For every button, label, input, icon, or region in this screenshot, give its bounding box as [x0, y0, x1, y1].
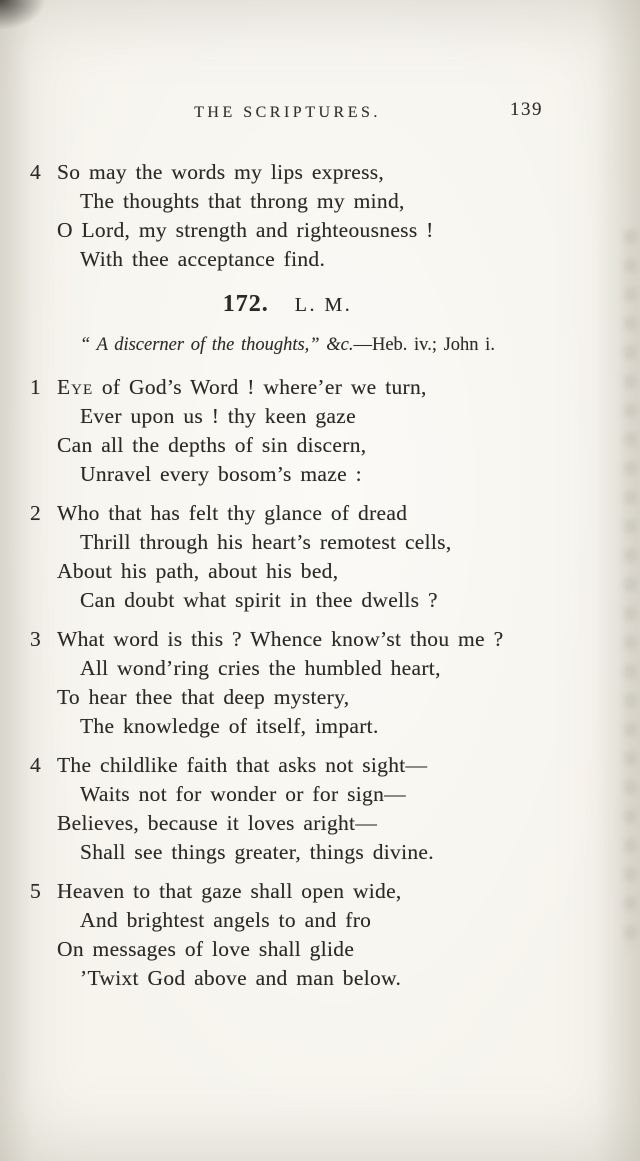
hymn-verse: [30, 751, 545, 867]
page-number: 139: [510, 99, 543, 120]
verse-line: O Lord, my strength and righteousness !: [57, 218, 434, 242]
verses-container: [30, 373, 545, 993]
hymn-verse: [30, 373, 545, 489]
verse-lines: [57, 751, 545, 867]
verse-line: Can doubt what spirit in thee dwells ?: [80, 588, 438, 612]
verse-lines: [57, 625, 545, 741]
verse-number: 1: [30, 375, 42, 399]
verse-line: Thrill through his heart’s remotest cells,: [80, 530, 452, 554]
hymn-verse: [30, 877, 545, 993]
verse-line: So may the words my lips express,: [57, 160, 385, 184]
page-content: [30, 0, 545, 993]
hymn-number: 172.: [222, 291, 269, 317]
verse-line: Who that has felt thy glance of dread: [57, 501, 408, 525]
running-head: [30, 99, 545, 124]
epigraph-quote: “ A discerner of the thoughts,” &c.: [80, 335, 354, 355]
epigraph-reference: —Heb. iv.; John i.: [353, 335, 495, 355]
hymn-verse: [30, 499, 545, 615]
verse-line: The childlike faith that asks not sight—: [57, 753, 428, 777]
verse-line: On messages of love shall glide: [57, 937, 355, 961]
verse-number: 2: [30, 501, 42, 525]
verse-line: Waits not for wonder or for sign—: [80, 782, 406, 806]
verse-line: Believes, because it loves aright—: [57, 811, 378, 835]
hymn-verse: [30, 625, 545, 741]
verse-number: 4: [30, 753, 42, 777]
hymn-meter: L. M.: [294, 294, 353, 316]
verse-line: What word is this ? Whence know’st thou me ?: [57, 627, 504, 651]
verse-line: Eye of God’s Word ! where’er we turn,: [57, 375, 427, 399]
verse-line: To hear thee that deep mystery,: [57, 685, 350, 709]
running-header-title: THE SCRIPTURES.: [194, 104, 381, 121]
hymn-epigraph: [30, 333, 545, 357]
verse-number: 4: [30, 160, 42, 184]
verse-line: With thee acceptance find.: [80, 247, 326, 271]
smallcaps-lead-word: Eye: [57, 375, 94, 399]
verse-line: Unravel every bosom’s maze :: [80, 462, 362, 486]
verse-lines: [57, 373, 545, 489]
verse-line: About his path, about his bed,: [57, 559, 339, 583]
verse-number: 5: [30, 879, 42, 903]
verse-line: ’Twixt God above and man below.: [80, 966, 402, 990]
verse-lines: [57, 499, 545, 615]
hymn-verse: [30, 158, 545, 274]
verse-line: Ever upon us ! thy keen gaze: [80, 404, 356, 428]
verse-line: The thoughts that throng my mind,: [80, 189, 405, 213]
verse-line: Shall see things greater, things divine.: [80, 840, 434, 864]
verse-number: 3: [30, 627, 42, 651]
verse-line: Can all the depths of sin discern,: [57, 433, 367, 457]
verse-lines: [57, 877, 545, 993]
previous-hymn-fragment: [30, 158, 545, 274]
verse-line: All wond’ring cries the humbled heart,: [80, 656, 441, 680]
verse-line: And brightest angels to and fro: [80, 908, 372, 932]
verse-line: The knowledge of itself, impart.: [80, 714, 379, 738]
verse-line: Heaven to that gaze shall open wide,: [57, 879, 402, 903]
verse-lines: [57, 158, 545, 274]
hymn-heading: [30, 288, 545, 321]
